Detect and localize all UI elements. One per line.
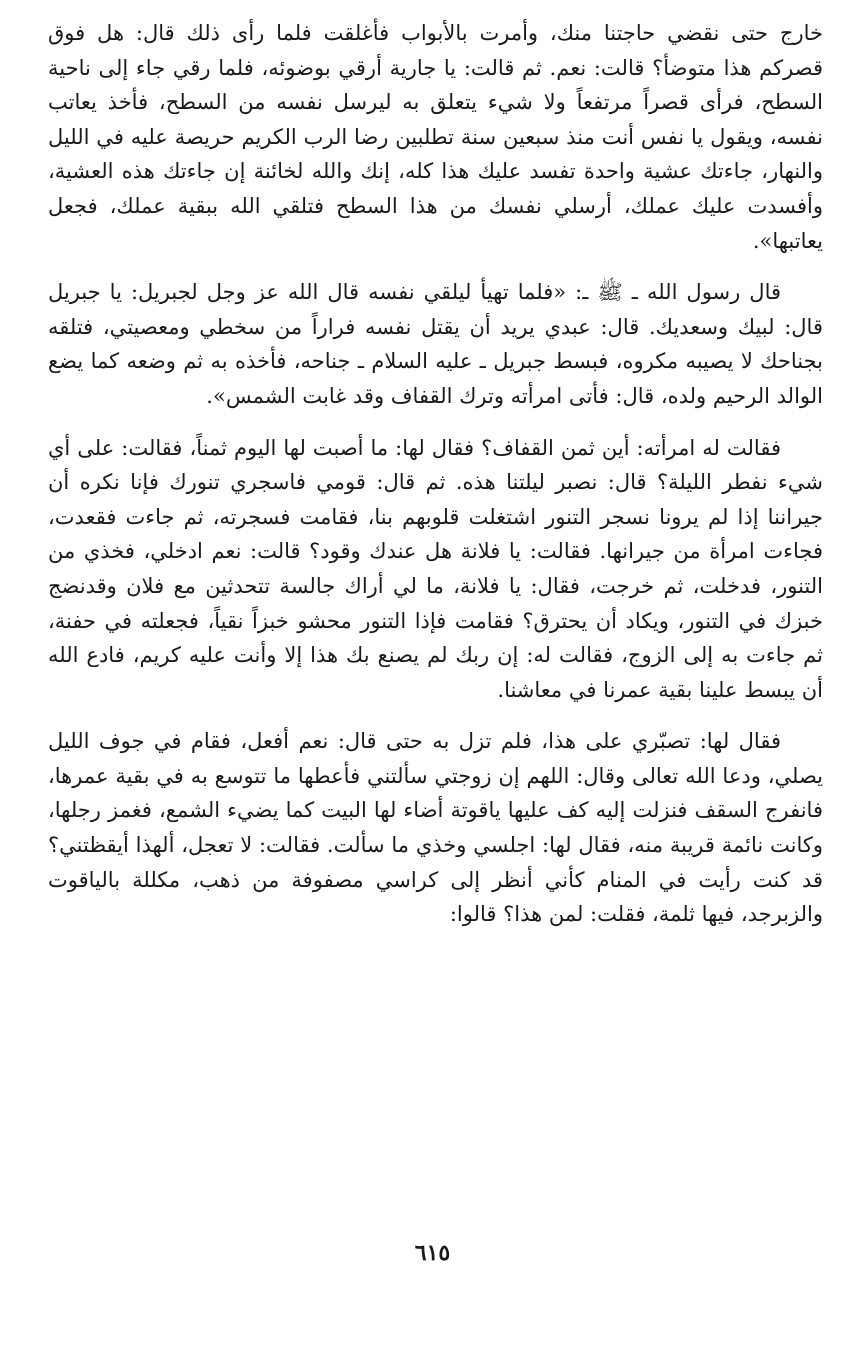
paragraph-4: فقال لها: تصبّري على هذا، فلم تزل به حتى قال: نعم أفعل، فقام في جوف الليل يصلي، ودعا الله تعالى وقال: اللهم إن زوجتي سألتني فأعطها ما تتوسع به في بقية عمرها، فانفرج السقف فنزلت إليه كف عليها ياقوتة أضاء لها البيت كما يضيء الشمع، فغمز رجلها، وكانت نائمة قريبة منه، فقال لها: اجلسي وخذي ما سألت. فقالت: لا تعجل، ألهذا أيقظتني؟ قد كنت رأيت في المنام كأني أنظر إلى كراسي مصفوفة من ذهب، مكللة بالياقوت والزبرجد، فيها ثلمة، فقلت: لمن هذا؟ قالوا:	[48, 729, 823, 927]
page-body	[48, 16, 823, 932]
paragraph-1: خارج حتى نقضي حاجتنا منك، وأمرت بالأبواب فأغلقت فلما رأى ذلك قال: هل فوق قصركم هذا متوضأ؟ قالت: نعم. ثم قالت: يا جارية أرقي بوضوئه، فلما رقي جاء إلى ناحية السطح، فرأى قصراً مرتفعاً ولا شيء يتعلق به ليرسل نفسه من السطح، فأخذ يعاتب نفسه، ويقول يا نفس أنت منذ سبعين سنة تطلبين رضا الرب الكريم حريصة عليه في الليل والنهار، جاءتك عشية واحدة تفسد عليك هذا كله، إنك والله لخائنة إن جاءتك هذه العشية، وأفسدت عليك عملك، أرسلي نفسك من هذا السطح فتلقي الله ببقية عملك، فجعل يعاتبها».	[48, 21, 823, 253]
paragraph-2: قال رسول الله ـ ﷺ ـ: «فلما تهيأ ليلقي نفسه قال الله عز وجل لجبريل: يا جبريل قال: لبيك وسعديك. قال: عبدي يريد أن يقتل نفسه فراراً من سخطي ومعصيتي، فتلقه بجناحك لا يصيبه مكروه، فبسط جبريل ـ عليه السلام ـ جناحه، فأخذه به ثم وضعه كما يضع الوالد الرحيم ولده، قال: فأتى امرأته وترك القفاف وقد غابت الشمس».	[48, 280, 823, 408]
paragraph-3: فقالت له امرأته: أين ثمن القفاف؟ فقال لها: ما أصبت لها اليوم ثمناً، فقالت: على أي شيء نفطر الليلة؟ قال: نصبر ليلتنا هذه. ثم قال: قومي فاسجري تنورك فإنا نكره أن جيراننا إذا لم يرونا نسجر التنور اشتغلت قلوبهم بنا، فقامت فسجرته، ثم جاءت فقعدت، فجاءت امرأة من جيرانها. فقالت: يا فلانة هل عندك وقود؟ قالت: نعم ادخلي، فخذي من التنور، فدخلت، ثم خرجت، فقال: يا فلانة، ما لي أراك جالسة تتحدثين مع فلان وقدنضج خبزك في التنور، ويكاد أن يحترق؟ فقامت فإذا التنور محشو خبزاً نقياً، فجعلته في حفنة، ثم جاءت به إلى الزوج، فقالت له: إن ربك لم يصنع بك هذا إلا وأنت عليه كريم، فادع الله أن يبسط علينا بقية عمرنا في معاشنا.	[48, 435, 823, 702]
page-number: ٦١٥	[414, 1240, 451, 1266]
